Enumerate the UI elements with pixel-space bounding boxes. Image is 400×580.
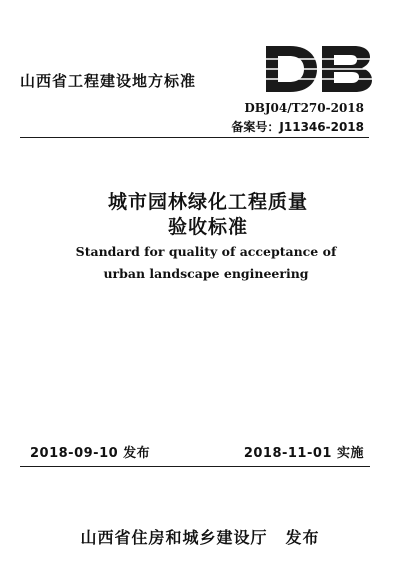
title-en-line1: Standard for quality of acceptance of — [75, 244, 337, 259]
filing-number: 备案号：J11346-2018 — [231, 120, 364, 134]
db-logo-letter-b — [322, 46, 372, 92]
top-divider — [20, 137, 369, 138]
db-logo — [262, 44, 374, 94]
publisher-line — [0, 525, 400, 548]
standard-number: DBJ04/T270-2018 — [244, 101, 364, 115]
title-cn-line2: 验收标准 — [167, 216, 248, 238]
implementation-date: 2018-11-01 实施 — [243, 446, 364, 461]
release-date: 2018-09-10 发布 — [30, 446, 151, 461]
db-logo-letter-d — [266, 46, 317, 92]
publisher-name: 山西省住房和城乡建设厅 — [80, 528, 268, 547]
standard-series-name: 山西省工程建设地方标准 — [20, 72, 197, 90]
publish-word: 发布 — [285, 528, 320, 547]
title-en-line2: urban landscape engineering — [103, 266, 309, 281]
bottom-divider — [20, 466, 370, 467]
title-cn-line1: 城市园林绿化工程质量 — [107, 191, 308, 213]
